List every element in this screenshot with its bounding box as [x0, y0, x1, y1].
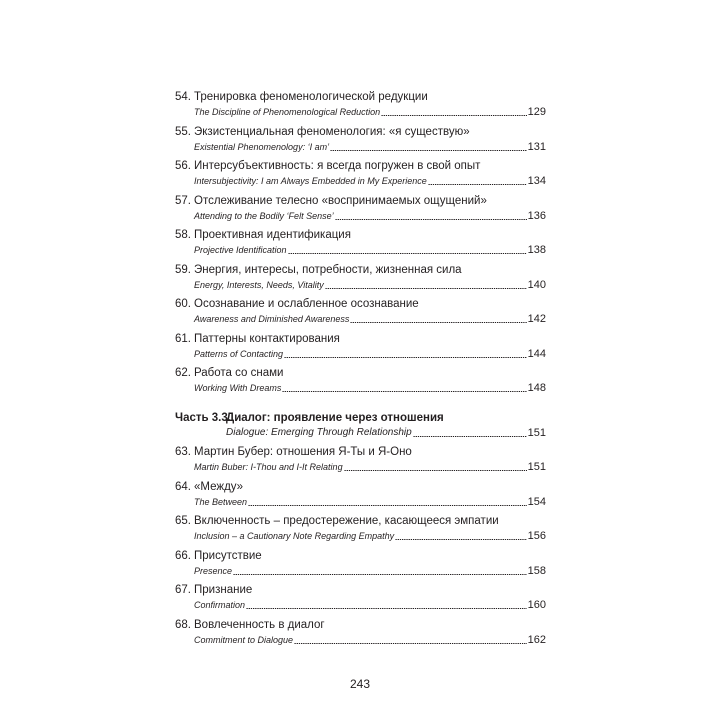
- entry-english-title: Intersubjectivity: I am Always Embedded in My Experience: [194, 176, 427, 186]
- entry-subtitle-line: [194, 175, 546, 187]
- entry-number: 64.: [175, 480, 191, 493]
- toc-entry-55: [175, 125, 546, 160]
- part-russian-title: Диалог: проявление через отношения: [226, 411, 444, 424]
- entry-number: 54.: [175, 91, 191, 103]
- entry-number: 60.: [175, 298, 191, 310]
- entry-russian-title: Работа со снами: [194, 367, 284, 379]
- dot-leader: [288, 253, 527, 254]
- entry-title: [175, 618, 325, 632]
- entry-number: 61.: [175, 332, 191, 345]
- toc-entry-58: [175, 228, 546, 263]
- entry-russian-title: Экзистенциальная феноменология: «я существую»: [194, 125, 470, 138]
- entry-english-title: Confirmation: [194, 600, 246, 610]
- dot-leader: [233, 574, 527, 575]
- dot-leader: [325, 288, 527, 289]
- dot-leader: [413, 436, 527, 437]
- entry-subtitle-line: [194, 210, 546, 222]
- entry-title: [175, 332, 340, 346]
- entry-number: 57.: [175, 194, 191, 207]
- entry-page-number: 134: [527, 175, 546, 187]
- entry-russian-title: Признание: [194, 584, 253, 596]
- toc-entry-67: [175, 583, 546, 618]
- entry-subtitle-line: [194, 313, 546, 325]
- entry-english-title: Projective Identification: [194, 245, 287, 255]
- entry-subtitle-line: [194, 348, 546, 360]
- entry-subtitle-line: [194, 530, 546, 542]
- entry-page-number: 138: [527, 244, 546, 256]
- toc-entry-56: [175, 159, 546, 194]
- toc-entry-63: [175, 445, 546, 480]
- entry-russian-title: Паттерны контактирования: [194, 332, 340, 345]
- entry-page-number: 136: [527, 209, 546, 222]
- part-subtitle-line: [226, 427, 546, 439]
- toc-entry-62: [175, 366, 546, 401]
- entry-title: [175, 445, 412, 459]
- entry-english-title: Existential Phenomenology: ‘I am’: [194, 141, 330, 152]
- entry-page-number: 158: [527, 564, 546, 577]
- entry-russian-title: Вовлеченность в диалог: [194, 618, 325, 631]
- toc-entry-66: [175, 549, 546, 584]
- dot-leader: [344, 470, 527, 471]
- entry-russian-title: Энергия, интересы, потребности, жизненная сила: [194, 263, 462, 276]
- entry-page-number: 131: [527, 140, 546, 153]
- entry-russian-title: Тренировка феноменологической редукции: [194, 91, 428, 103]
- entry-subtitle-line: [194, 244, 546, 256]
- entry-title: [175, 514, 499, 528]
- entry-subtitle-line: [194, 461, 546, 473]
- toc-entry-57: [175, 194, 546, 229]
- entry-english-title: The Discipline of Phenomenological Reduction: [194, 107, 381, 117]
- entry-title: [175, 263, 462, 277]
- entry-page-number: 140: [527, 278, 546, 291]
- entry-russian-title: Отслеживание телесно «воспринимаемых ощущений»: [194, 194, 487, 207]
- entry-page-number: 129: [527, 106, 546, 118]
- entry-russian-title: Осознавание и ослабленное осознавание: [194, 298, 419, 310]
- entry-page-number: 142: [527, 313, 546, 325]
- entry-title: [175, 228, 351, 242]
- part-number: Часть 3.3.: [175, 411, 231, 424]
- toc-entry-68: [175, 618, 546, 653]
- entry-russian-title: Интерсубъективность: я всегда погружен в свой опыт: [194, 160, 481, 172]
- toc-entry-59: [175, 263, 546, 298]
- entry-title: [175, 297, 419, 311]
- entry-english-title: Martin Buber: I-Thou and I-It Relating: [194, 462, 343, 472]
- table-of-contents: [175, 90, 546, 652]
- entry-english-title: Awareness and Diminished Awareness: [194, 314, 350, 324]
- entry-subtitle-line: [194, 279, 546, 291]
- dot-leader: [330, 150, 527, 151]
- entry-title: [175, 549, 262, 563]
- dot-leader: [282, 391, 526, 392]
- toc-entry-65: [175, 514, 546, 549]
- entry-title: [175, 159, 480, 173]
- dot-leader: [284, 357, 527, 358]
- entry-english-title: Patterns of Contacting: [194, 348, 284, 359]
- entry-russian-title: Присутствие: [194, 549, 262, 562]
- entry-title: [175, 366, 283, 380]
- entry-subtitle-line: [194, 565, 546, 577]
- entry-subtitle-line: [194, 599, 546, 611]
- entry-english-title: Attending to the Bodily ‘Felt Sense’: [194, 210, 334, 221]
- toc-entry-64: [175, 480, 546, 515]
- entry-number: 55.: [175, 125, 191, 138]
- entry-title: [175, 194, 487, 208]
- entry-subtitle-line: [194, 634, 546, 646]
- entry-subtitle-line: [194, 382, 546, 394]
- entry-page-number: 144: [527, 347, 546, 360]
- toc-entry-60: [175, 297, 546, 332]
- entry-number: 66.: [175, 549, 191, 562]
- section-spacer: [175, 401, 546, 411]
- entry-title: [175, 583, 252, 597]
- entry-title: [175, 480, 243, 494]
- entry-page-number: 160: [527, 599, 546, 611]
- entry-number: 65.: [175, 515, 191, 527]
- dot-leader: [248, 505, 527, 506]
- dot-leader: [381, 115, 527, 116]
- entry-english-title: Energy, Interests, Needs, Vitality: [194, 279, 324, 290]
- dot-leader: [335, 219, 527, 220]
- entry-number: 63.: [175, 446, 191, 458]
- toc-entry-61: [175, 332, 546, 367]
- entry-russian-title: Мартин Бубер: отношения Я-Ты и Я-Оно: [194, 446, 412, 458]
- entry-subtitle-line: [194, 106, 546, 118]
- entry-subtitle-line: [194, 141, 546, 153]
- dot-leader: [294, 643, 527, 644]
- entry-number: 62.: [175, 367, 191, 379]
- part-heading-3-3: [175, 411, 546, 446]
- part-title: [175, 411, 444, 425]
- toc-entry-54: [175, 90, 546, 125]
- entry-title: [175, 90, 428, 104]
- entry-number: 67.: [175, 584, 191, 596]
- entry-english-title: The Between: [194, 496, 248, 507]
- dot-leader: [395, 539, 527, 540]
- entry-number: 56.: [175, 160, 191, 172]
- entry-russian-title: Проективная идентификация: [194, 229, 351, 241]
- dot-leader: [350, 322, 526, 323]
- entry-page-number: 154: [527, 495, 546, 508]
- entry-page-number: 151: [527, 461, 546, 473]
- entry-page-number: 148: [527, 382, 546, 394]
- entry-number: 59.: [175, 263, 191, 276]
- page-number-footer: 243: [349, 677, 371, 691]
- entry-subtitle-line: [194, 496, 546, 508]
- entry-english-title: Commitment to Dialogue: [194, 634, 294, 645]
- part-page-number: 151: [527, 426, 546, 439]
- entry-english-title: Presence: [194, 565, 233, 576]
- entry-number: 68.: [175, 618, 191, 631]
- entry-page-number: 156: [527, 530, 546, 542]
- entry-english-title: Working With Dreams: [194, 383, 282, 393]
- entry-english-title: Inclusion – a Cautionary Note Regarding Empathy: [194, 531, 395, 541]
- entry-russian-title: Включенность – предостережение, касающееся эмпатии: [194, 515, 499, 527]
- part-english-title: Dialogue: Emerging Through Relationship: [226, 426, 412, 438]
- entry-number: 58.: [175, 229, 191, 241]
- dot-leader: [246, 608, 527, 609]
- dot-leader: [428, 184, 527, 185]
- entry-russian-title: «Между»: [194, 480, 244, 493]
- entry-page-number: 162: [527, 633, 546, 646]
- entry-title: [175, 125, 470, 139]
